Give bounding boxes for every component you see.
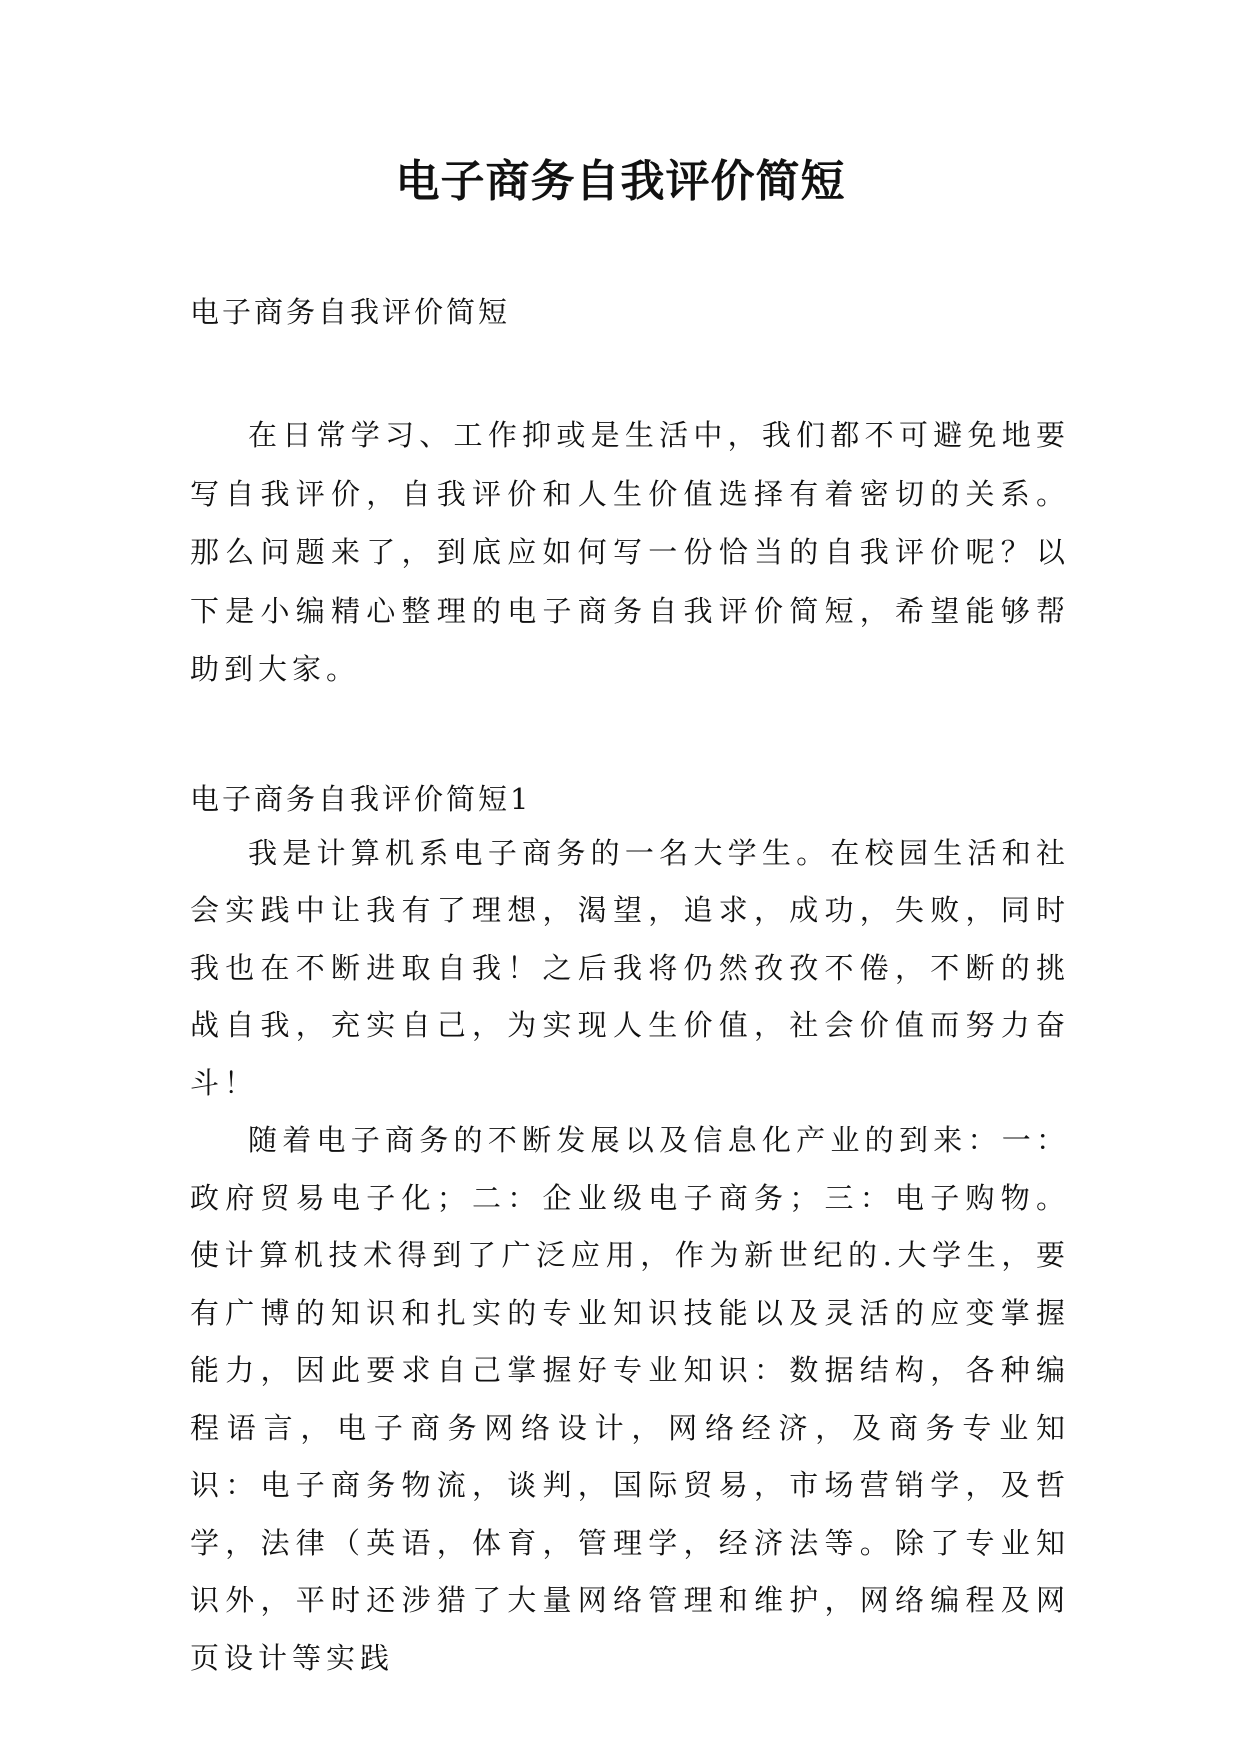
section-heading: 电子商务自我评价简短1 (190, 781, 532, 816)
section-paragraph: 我是计算机系电子商务的一名大学生。在校园生活和社会实践中让我有了理想，渴望，追求，成功，失败，同时我也在不断进取自我！之后我将仍然孜孜不倦，不断的挑战自我，充实自己，为实现人生价值，社会价值而努力奋斗！ (190, 835, 1070, 1100)
section-paragraph: 随着电子商务的不断发展以及信息化产业的到来：一：政府贸易电子化；二：企业级电子商务；三：电子购物。使计算机技术得到了广泛应用，作为新世纪的.大学生，要有广博的知识和扎实的专业知识技能以及灵活的应变掌握能力，因此要求自己掌握好专业知识：数据结构，各种编程语言，电子商务网络设计，网络经济，及商务专业知识：电子商务物流，谈判，国际贸易，市场营销学，及哲学，法律（英语，体育，管理学，经济法等。除了专业知识外，平时还涉猎了大量网络管理和维护，网络编程及网页设计等实践 (190, 1123, 1070, 1675)
document-title: 电子商务自我评价简短 (395, 156, 846, 207)
intro-paragraph: 在日常学习、工作抑或是生活中，我们都不可避免地要写自我评价，自我评价和人生价值选择有着密切的关系。那么问题来了，到底应如何写一份恰当的自我评价呢？以下是小编精心整理的电子商务自我评价简短，希望能够帮助到大家。 (190, 418, 1070, 686)
document-body (190, 292, 1070, 1687)
document-subtitle: 电子商务自我评价简短 (190, 295, 511, 329)
